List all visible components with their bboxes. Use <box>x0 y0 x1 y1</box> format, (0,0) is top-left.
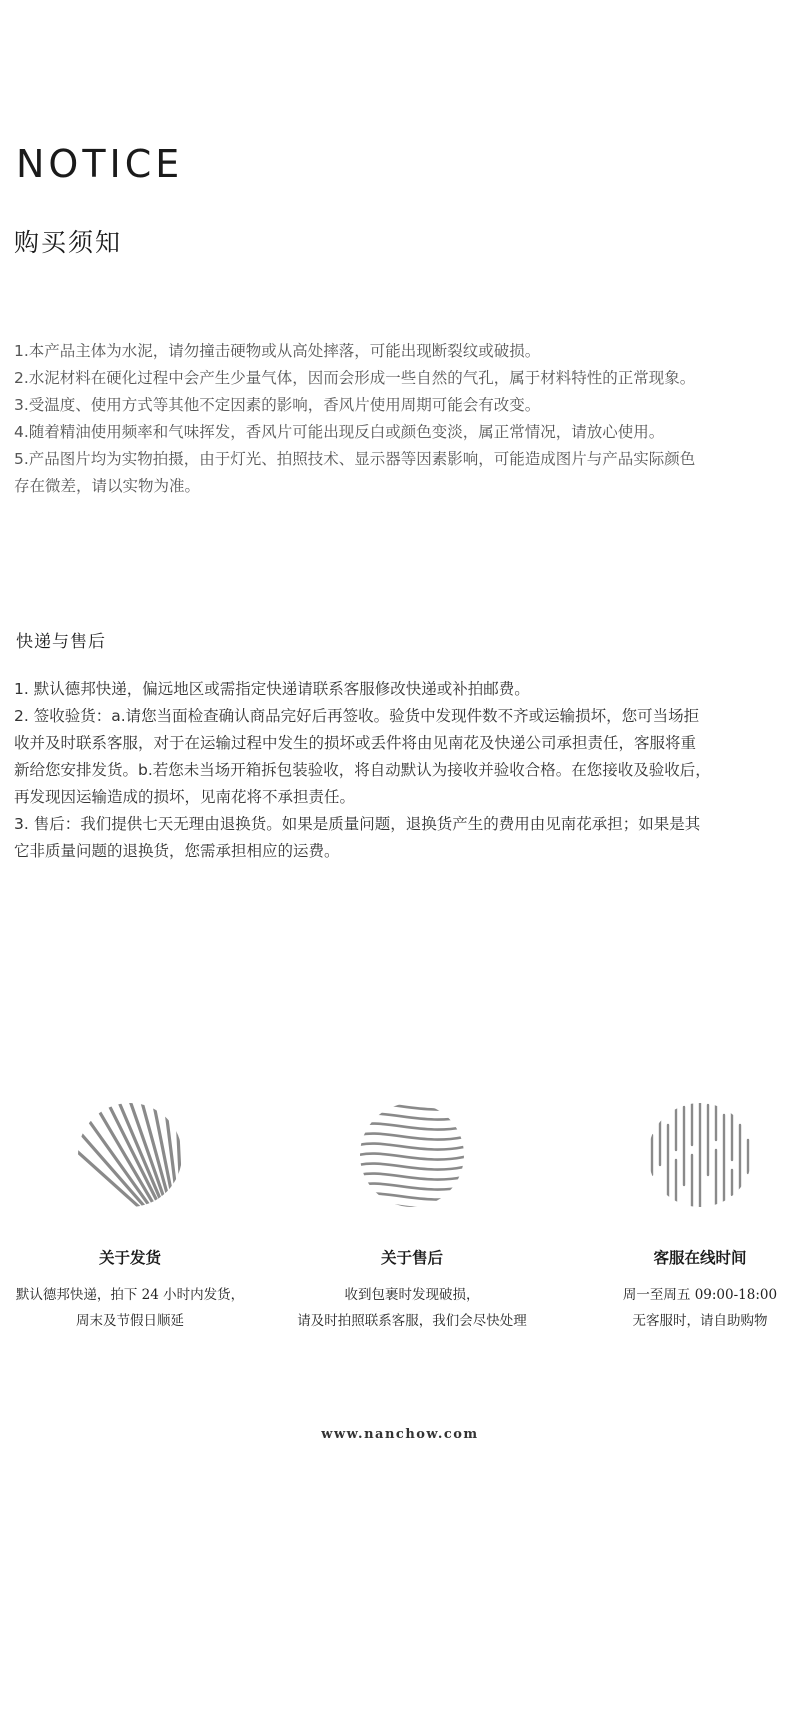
shipping-line: 收并及时联系客服，对于在运输过程中发生的损坏或丢件将由见南花及快递公司承担责任，客服将重 <box>14 734 697 752</box>
shipping-title: 快递与售后 <box>16 632 106 652</box>
notice-item: 1.本产品主体为水泥，请勿撞击硬物或从高处摔落，可能出现断裂纹或破损。 <box>14 342 541 360</box>
notice-item: 5.产品图片均为实物拍摄，由于灯光、拍照技术、显示器等因素影响，可能造成图片与产品实际颜色 <box>14 450 696 468</box>
notice-subtitle: 购买须知 <box>14 228 123 257</box>
notice-item: 存在微差，请以实物为准。 <box>14 477 201 495</box>
info-column-after-sales <box>272 1100 552 1334</box>
after-sales-info-title: 关于售后 <box>380 1248 443 1267</box>
service-hours-line: 无客服时，请自助购物 <box>632 1313 768 1329</box>
shipping-line: 再发现因运输造成的损坏，见南花将不承担责任。 <box>14 788 356 806</box>
shipping-terms <box>14 676 794 865</box>
service-hours-line: 周一至周五 09:00-18:00 <box>622 1287 778 1303</box>
notice-item: 4.随着精油使用频率和气味挥发，香风片可能出现反白或颜色变淡，属正常情况，请放心使用。 <box>14 423 665 441</box>
website-link[interactable]: www.nanchow.com <box>321 1427 479 1442</box>
notice-item: 2.水泥材料在硬化过程中会产生少量气体，因而会形成一些自然的气孔，属于材料特性的正常现象。 <box>14 369 696 387</box>
shipping-line: 新给您安排发货。b.若您未当场开箱拆包装验收，将自动默认为接收并验收合格。在您接收及验收后， <box>14 761 711 779</box>
after-sales-info-line: 请及时拍照联系客服，我们会尽快处理 <box>297 1313 527 1329</box>
notice-item: 3.受温度、使用方式等其他不定因素的影响，香风片使用周期可能会有改变。 <box>14 396 541 414</box>
shipping-line: 3. 售后：我们提供七天无理由退换货。如果是质量问题，退换货产生的费用由见南花承担；如果是其 <box>14 815 701 833</box>
notice-title: NOTICE <box>16 142 184 186</box>
shipping-info-title: 关于发货 <box>98 1248 161 1267</box>
after-sales-info-line: 收到包裹时发现破损， <box>344 1287 480 1303</box>
shipping-info-line: 默认德邦快递，拍下 24 小时内发货， <box>15 1287 245 1303</box>
shipping-line: 2. 签收验货：a.请您当面检查确认商品完好后再签收。验货中发现件数不齐或运输损坏，您可当场拒 <box>14 707 700 725</box>
shipping-line: 1. 默认德邦快递，偏远地区或需指定快递请联系客服修改快递或补拍邮费。 <box>14 680 530 698</box>
service-hours-title: 客服在线时间 <box>653 1248 747 1267</box>
info-column-shipping <box>0 1100 270 1334</box>
wavy-lines-circle-icon <box>357 1100 467 1210</box>
vertical-lines-circle-icon <box>645 1100 755 1210</box>
notice-list <box>14 338 794 500</box>
diagonal-lines-circle-icon <box>75 1100 185 1210</box>
info-column-service-hours <box>560 1100 800 1334</box>
shipping-line: 它非质量问题的退换货，您需承担相应的运费。 <box>14 842 340 860</box>
shipping-info-line: 周末及节假日顺延 <box>76 1313 184 1329</box>
